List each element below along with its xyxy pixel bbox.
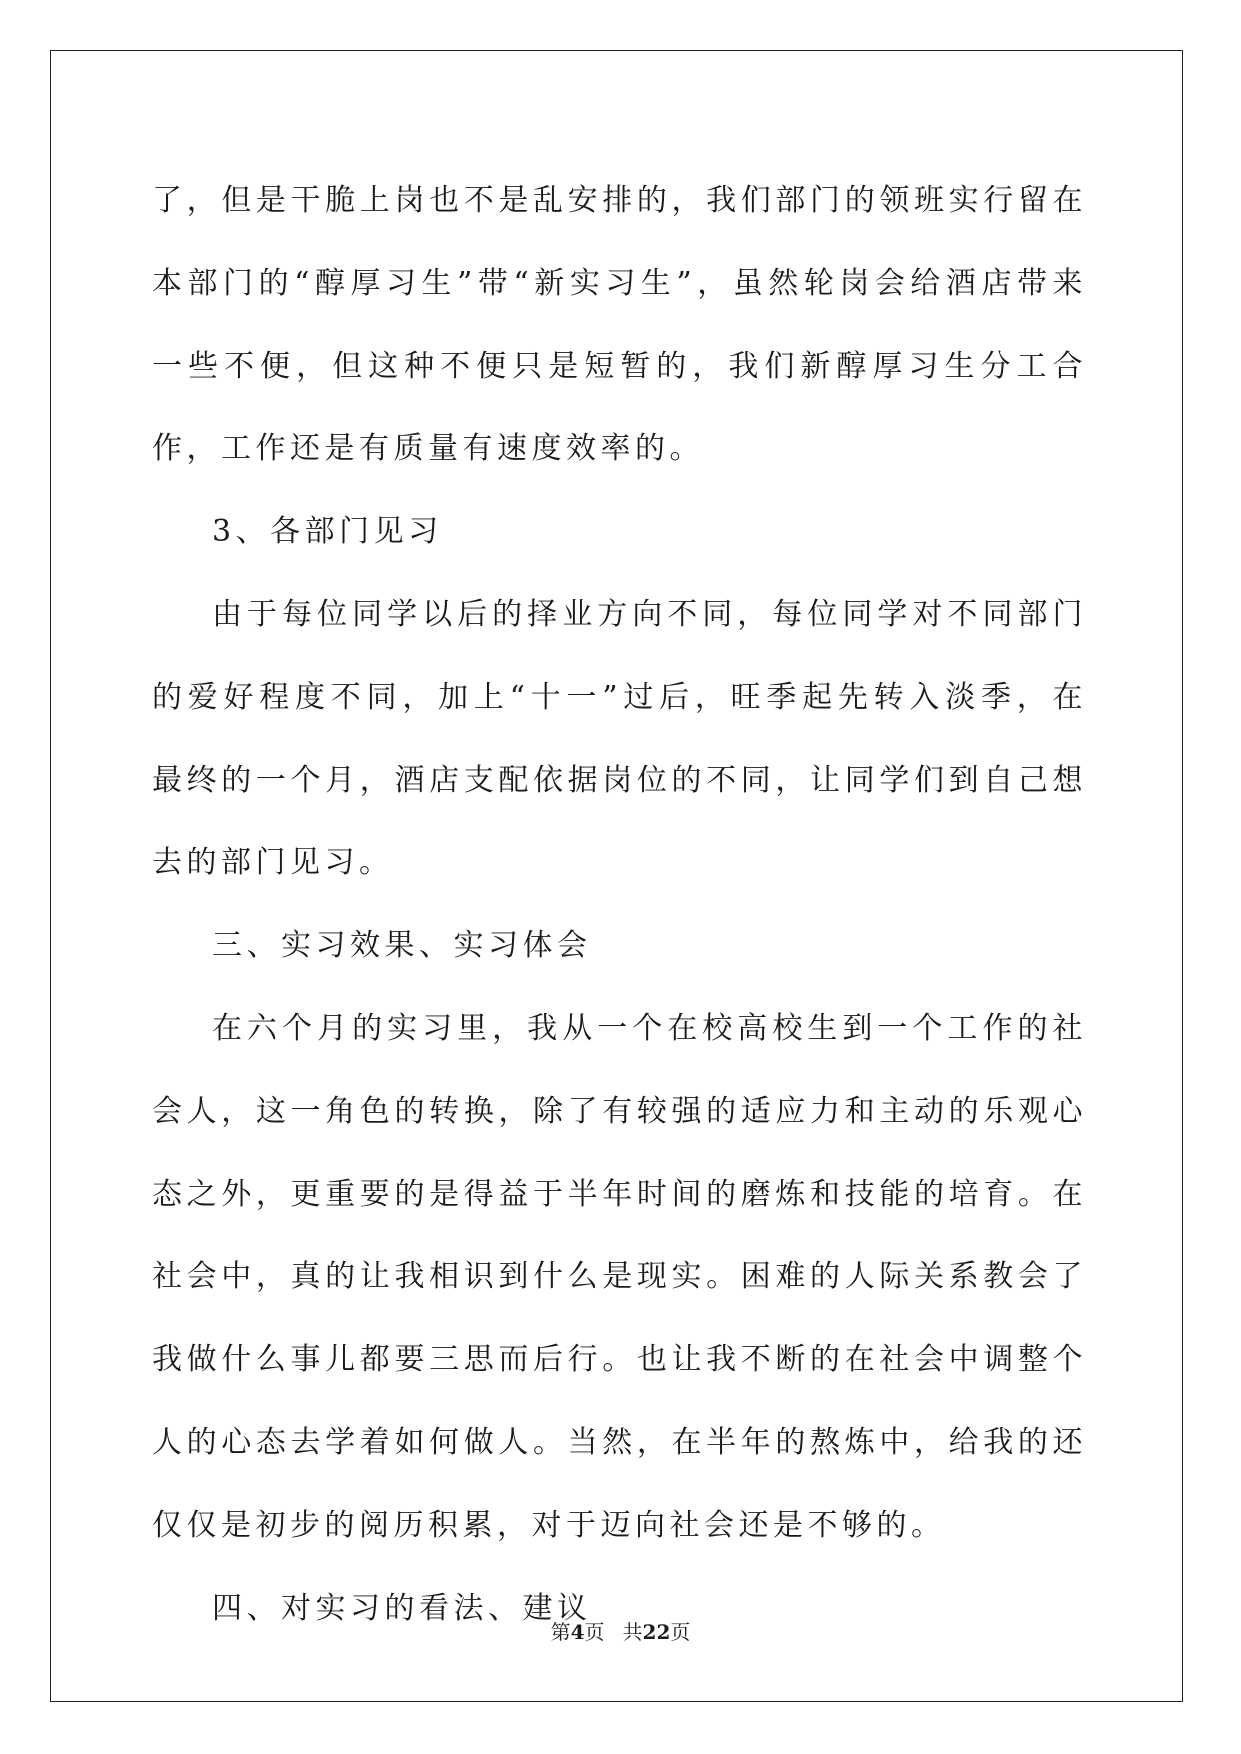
footer-total-suffix: 页 <box>670 1620 691 1644</box>
footer-page-suffix: 页 <box>584 1620 605 1644</box>
footer-total-pages: 22 <box>642 1620 671 1644</box>
footer-page-number: 4 <box>570 1620 585 1644</box>
footer-page-prefix: 第 <box>550 1620 571 1644</box>
document-body <box>152 160 1087 1650</box>
footer-total-prefix: 共 <box>622 1620 643 1644</box>
paragraph-continuation: 了，但是干脆上岗也不是乱安排的，我们部门的领班实行留在本部门的“醇厚习生”带“新实习生”，虽然轮岗会给酒店带来一些不便，但这种不便只是短暂的，我们新醇厚习生分工合作，工作还是有质量有速度效率的。 <box>152 183 1087 467</box>
section-heading-suggestions: 四、对实习的看法、建议 <box>212 1590 592 1626</box>
section-heading-results: 三、实习效果、实习体会 <box>212 928 592 964</box>
paragraph-results: 在六个月的实习里，我从一个在校高校生到一个工作的社会人，这一角色的转换，除了有较强的适应力和主动的乐观心态之外，更重要的是得益于半年时间的磨炼和技能的培育。在社会中，真的让我相识到什么是现实。困难的人际关系教会了我做什么事儿都要三思而后行。也让我不断的在社会中调整个人的心态去学着如何做人。当然，在半年的熬炼中，给我的还仅仅是初步的阅历积累，对于迈向社会还是不够的。 <box>152 1010 1087 1543</box>
paragraph-department-rotation: 由于每位同学以后的择业方向不同，每位同学对不同部门的爱好程度不同，加上“十一”过后，旺季起先转入淡季，在最终的一个月，酒店支配依据岗位的不同，让同学们到自己想去的部门见习。 <box>152 596 1087 881</box>
subheading-department-rotation: 3、各部门见习 <box>212 514 443 550</box>
page-footer <box>0 1620 1241 1644</box>
